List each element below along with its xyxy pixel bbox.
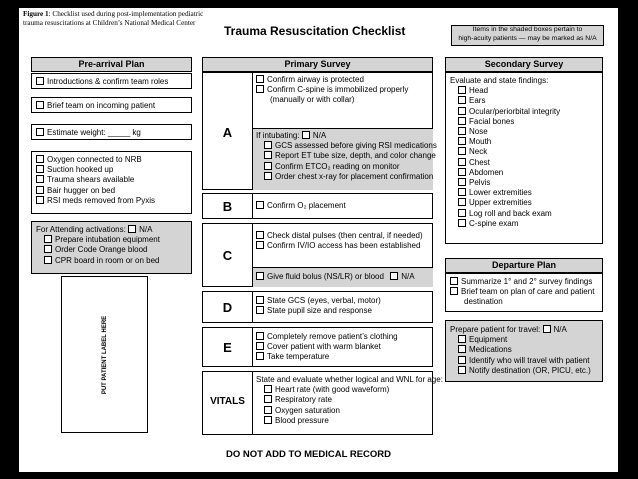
checkbox[interactable] [36, 77, 44, 85]
intubating-item [256, 151, 436, 161]
na-checkbox[interactable] [390, 272, 398, 280]
checkbox[interactable] [450, 277, 458, 285]
patient-label-text: PUT PATIENT LABEL HERE [101, 315, 108, 394]
checkbox[interactable] [256, 201, 264, 209]
secondary-item [450, 158, 598, 168]
checkbox[interactable] [458, 356, 466, 364]
checkbox[interactable] [264, 395, 272, 403]
travel-item [450, 366, 598, 376]
checkbox[interactable] [458, 219, 466, 227]
attending-item-label: Order Code Orange blood [55, 245, 148, 255]
estimate-weight-label: Estimate weight: _____ kg [47, 128, 141, 137]
na-checkbox[interactable] [128, 225, 136, 233]
check-item [256, 306, 381, 316]
checkbox[interactable] [36, 196, 44, 204]
secondary-item-label: Ears [469, 96, 486, 106]
intubating-item-label: Confirm ETCO₂ reading on monitor [275, 161, 400, 171]
checkbox[interactable] [458, 209, 466, 217]
travel-item-label: Medications [469, 345, 512, 355]
checkbox[interactable] [256, 342, 264, 350]
check-item-label: Blood pressure [275, 415, 329, 425]
checkbox[interactable] [458, 158, 466, 166]
checkbox[interactable] [36, 155, 44, 163]
shaded-note [451, 25, 604, 46]
equipment-label: RSI meds removed from Pyxis [47, 195, 156, 205]
secondary-item-label: Mouth [469, 137, 492, 147]
secondary-item-label: Head [469, 86, 489, 96]
checkbox[interactable] [256, 85, 264, 93]
divider [252, 372, 253, 434]
check-item-label: Completely remove patient’s clothing [267, 332, 398, 341]
departure-plan-header: Departure Plan [445, 258, 603, 273]
section-vitals-items [256, 375, 443, 426]
check-item [256, 385, 443, 395]
secondary-item [450, 188, 598, 198]
checkbox[interactable] [36, 165, 44, 173]
pre-arrival-header: Pre-arrival Plan [31, 57, 192, 72]
secondary-item-label: Facial bones [469, 116, 515, 126]
section-b [202, 193, 433, 219]
check-item [256, 416, 443, 426]
divider [252, 328, 253, 366]
intubating-box [253, 128, 437, 190]
check-item-label: Confirm O₂ placement [267, 201, 346, 210]
secondary-item-label: Nose [469, 127, 488, 137]
secondary-item [450, 219, 598, 229]
secondary-item-label: Lower extremities [469, 188, 532, 198]
note-line1: Items in the shaded boxes pertain to [472, 26, 583, 33]
footer-warning: DO NOT ADD TO MEDICAL RECORD [226, 449, 392, 460]
secondary-item-label: Neck [469, 147, 488, 157]
secondary-item [450, 147, 598, 157]
checkbox[interactable] [264, 172, 272, 180]
checkbox[interactable] [450, 287, 458, 295]
checkbox[interactable] [36, 186, 44, 194]
check-item-label: Take temperature [267, 352, 330, 362]
checkbox[interactable] [256, 231, 264, 239]
checkbox[interactable] [458, 178, 466, 186]
equipment-item [36, 165, 187, 175]
equipment-item [36, 155, 187, 165]
section-e-items [256, 332, 398, 363]
section-letter-a: A [222, 125, 233, 140]
figure-caption [23, 10, 203, 27]
attending-item [36, 256, 187, 266]
secondary-item [450, 107, 598, 117]
secondary-item-label: C-spine exam [469, 218, 519, 228]
checkbox[interactable] [458, 137, 466, 145]
check-item-label: Confirm IV/IO access has been established [267, 241, 421, 251]
check-item-label: Oxygen saturation [275, 405, 340, 415]
checkbox[interactable] [44, 245, 52, 253]
checkbox[interactable] [36, 128, 44, 136]
checkbox[interactable] [264, 162, 272, 170]
attending-item [36, 235, 187, 245]
checkbox[interactable] [458, 127, 466, 135]
section-e [202, 327, 433, 367]
na-label: N/A [553, 325, 567, 334]
checkbox[interactable] [458, 198, 466, 206]
travel-item [450, 356, 598, 366]
checkbox[interactable] [458, 188, 466, 196]
equipment-label: Oxygen connected to NRB [47, 155, 142, 164]
secondary-list [450, 86, 598, 229]
intubating-item [256, 141, 437, 151]
check-item [256, 85, 408, 95]
secondary-item [450, 127, 598, 137]
checkbox[interactable] [36, 101, 44, 109]
introductions-label: Introductions & confirm team roles [47, 77, 169, 86]
checkbox[interactable] [458, 107, 466, 115]
intubating-label: If intubating: [256, 131, 300, 140]
fluid-label: Give fluid bolus (NS/LR) or blood [267, 272, 384, 281]
secondary-item-label: Ocular/periorbital integrity [469, 106, 561, 116]
check-item-label: Cover patient with warm blanket [267, 342, 381, 352]
estimate-weight-item [31, 124, 192, 140]
checkbox[interactable] [44, 235, 52, 243]
secondary-item [450, 86, 598, 96]
secondary-item [450, 209, 598, 219]
checkbox[interactable] [458, 168, 466, 176]
equipment-item [36, 186, 187, 196]
checkbox[interactable] [458, 335, 466, 343]
travel-item-label: Identify who will travel with patient [469, 355, 590, 365]
attending-item-label: CPR board in room or on bed [55, 255, 160, 265]
figure-label: Figure 1 [23, 10, 49, 18]
secondary-item [450, 168, 598, 178]
secondary-survey-header: Secondary Survey [445, 57, 603, 72]
note-line2: high-acuity patients — may be marked as N/A [458, 34, 597, 42]
check-item [450, 287, 598, 297]
intubating-item [256, 171, 434, 182]
checkbox[interactable] [36, 175, 44, 183]
introductions-item [31, 73, 192, 89]
equipment-label: Bair hugger on bed [47, 185, 116, 195]
section-c [202, 223, 433, 287]
checkbox[interactable] [256, 272, 264, 280]
attending-label: For Attending activations: [36, 225, 126, 234]
equipment-item [36, 175, 187, 185]
check-item-label: State GCS (eyes, verbal, motor) [267, 296, 381, 305]
brief-team-item [31, 97, 192, 113]
checkbox[interactable] [458, 147, 466, 155]
checkbox[interactable] [458, 366, 466, 374]
travel-line [450, 325, 598, 335]
checkbox[interactable] [264, 151, 272, 159]
page-title: Trauma Resuscitation Checklist [224, 24, 406, 38]
na-label: N/A [312, 131, 327, 140]
intubating-item-label: Report ET tube size, depth, and color change [275, 151, 436, 161]
checkbox[interactable] [264, 406, 272, 414]
secondary-item [450, 117, 598, 127]
attending-item [36, 245, 187, 255]
section-d [202, 291, 433, 323]
checkbox[interactable] [264, 385, 272, 393]
checkbox[interactable] [256, 296, 264, 304]
divider [252, 194, 253, 218]
attending-item-label: Prepare intubation equipment [55, 235, 160, 245]
secondary-item-label: Pelvis [469, 178, 491, 188]
check-item [256, 201, 346, 211]
na-checkbox[interactable] [302, 131, 310, 139]
travel-item [450, 345, 598, 355]
secondary-item-label: Upper extremities [469, 198, 532, 208]
patient-label-area [61, 276, 148, 433]
checkbox[interactable] [256, 332, 264, 340]
check-item-label: State pupil size and response [267, 306, 372, 316]
attending-line [36, 225, 187, 235]
check-item-label: Check distal pulses (then central, if needed) [267, 231, 423, 240]
departure-box [445, 273, 603, 312]
attending-box [31, 221, 192, 274]
travel-label: Prepare patient for travel: [450, 325, 541, 334]
equipment-box [31, 151, 192, 214]
checkbox[interactable] [264, 416, 272, 424]
checkbox[interactable] [458, 345, 466, 353]
travel-item [450, 335, 598, 345]
divider [252, 292, 253, 322]
check-item-label: Confirm airway is protected [267, 75, 364, 84]
check-item-label: Respiratory rate [275, 395, 332, 405]
checkbox[interactable] [458, 96, 466, 104]
check-item-label: Heart rate (with good waveform) [275, 385, 390, 395]
intubating-line [256, 131, 430, 141]
section-d-items [256, 296, 381, 316]
check-item-label: Confirm C-spine is immobilized properly [267, 85, 409, 95]
equipment-label: Trauma shears available [47, 175, 135, 185]
checkbox[interactable] [458, 117, 466, 125]
checkbox[interactable] [44, 256, 52, 264]
intubating-item-label: GCS assessed before giving RSI medications [275, 141, 437, 151]
caption-line2: trauma resuscitations at Children’s National Medical Center [23, 18, 196, 27]
secondary-survey-box [445, 72, 603, 244]
travel-item-label: Equipment [469, 335, 508, 345]
check-item-cont: destination [464, 297, 503, 307]
check-item [256, 342, 398, 352]
checklist-page [19, 8, 618, 472]
secondary-item-label: Chest [469, 157, 490, 167]
section-letter-vitals: VITALS [210, 396, 245, 407]
secondary-item [450, 178, 598, 188]
section-vitals [202, 371, 443, 435]
section-letter-d: D [222, 300, 233, 315]
na-label: N/A [401, 272, 415, 281]
section-c-items [256, 231, 423, 251]
brief-team-label: Brief team on incoming patient [47, 101, 156, 110]
check-item [256, 395, 443, 405]
travel-item-label: Notify destination (OR, PICU, etc.) [469, 365, 591, 375]
check-item [256, 296, 381, 306]
primary-survey-header: Primary Survey [202, 57, 433, 72]
vitals-intro: State and evaluate whether logical and WNL for age: [256, 375, 443, 384]
check-item [256, 352, 398, 362]
caption-line1: : Checklist used during post-implementation pediatric [48, 10, 204, 18]
secondary-item-label: Abdomen [469, 167, 504, 177]
checkbox[interactable] [458, 86, 466, 94]
intubating-item-label: Order chest x-ray for placement confirmation [275, 171, 434, 181]
na-checkbox[interactable] [543, 325, 551, 333]
secondary-intro: Evaluate and state findings: [450, 76, 549, 85]
secondary-item-label: Log roll and back exam [469, 208, 552, 218]
check-item-cont: (manually or with collar) [270, 95, 355, 105]
travel-box [445, 320, 603, 382]
checkbox[interactable] [256, 75, 264, 83]
checkbox[interactable] [256, 352, 264, 360]
intubating-item [256, 162, 430, 172]
equipment-label: Suction hooked up [47, 165, 114, 175]
secondary-item [450, 198, 598, 208]
check-item-label: Summarize 1° and 2° survey findings [461, 277, 593, 286]
section-letter-e: E [223, 340, 232, 355]
equipment-item [36, 196, 187, 206]
secondary-item [450, 137, 598, 147]
check-item-label: Brief team on plan of care and patient [461, 287, 595, 297]
checkbox[interactable] [256, 241, 264, 249]
check-item [256, 231, 423, 241]
checkbox[interactable] [264, 141, 272, 149]
check-item [256, 406, 443, 416]
fluid-box [253, 267, 433, 287]
section-letter-b: B [222, 199, 233, 214]
checkbox[interactable] [256, 306, 264, 314]
section-letter-c: C [222, 248, 233, 263]
check-item [256, 75, 408, 85]
secondary-item [450, 96, 598, 106]
na-label: N/A [139, 225, 153, 234]
check-item [256, 332, 398, 342]
check-item [450, 277, 598, 287]
section-a [202, 72, 437, 190]
check-item [256, 241, 423, 251]
section-a-items [256, 75, 408, 106]
